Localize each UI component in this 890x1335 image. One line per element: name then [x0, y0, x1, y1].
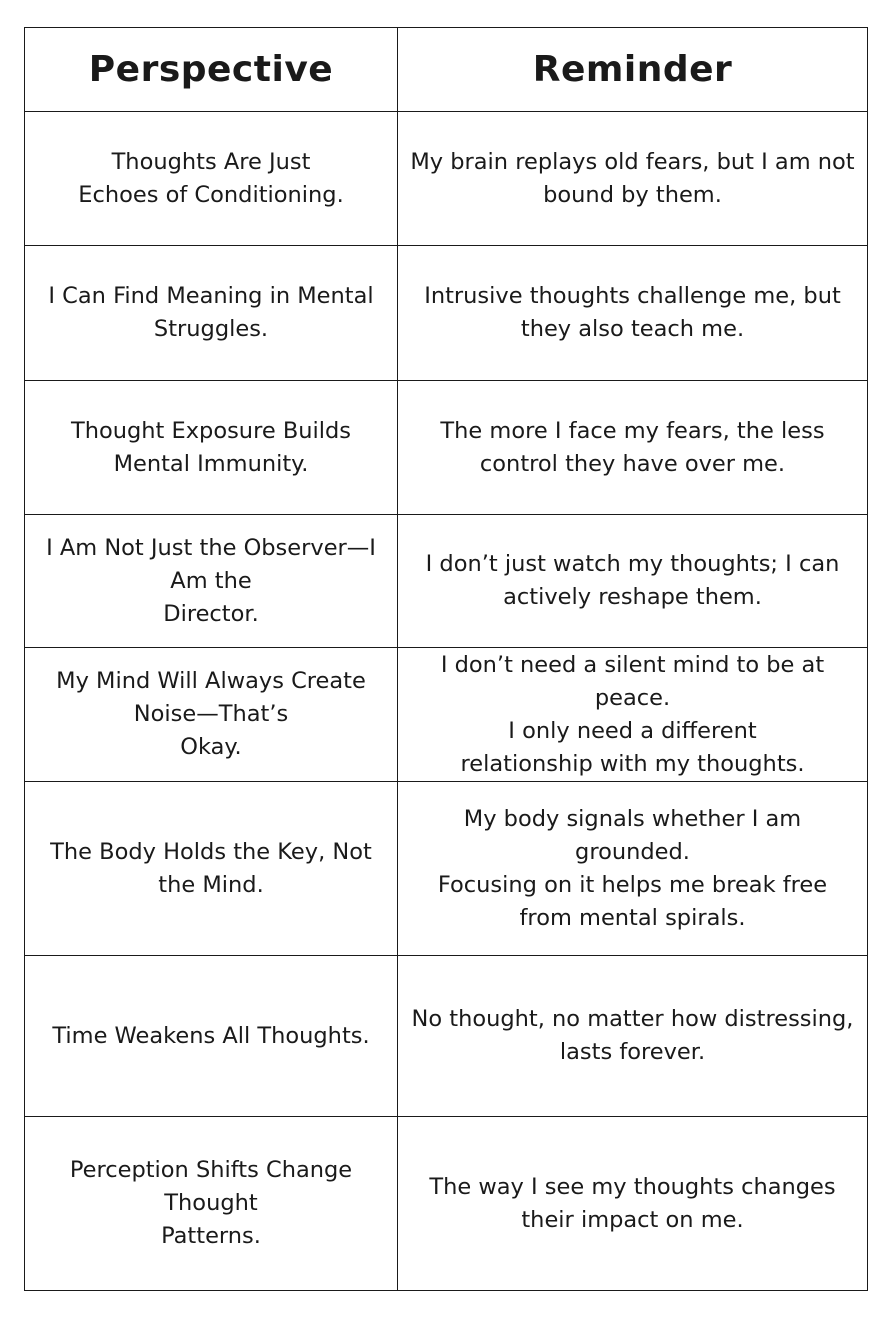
reminder-cell: I don’t need a silent mind to be at peace. I only need a different relationship with my thoughts.: [398, 648, 868, 782]
reminder-cell: My body signals whether I am grounded. Focusing on it helps me break free from mental spirals.: [398, 782, 868, 956]
table-row: [25, 112, 868, 246]
perspective-cell: Thoughts Are Just Echoes of Conditioning.: [25, 112, 398, 246]
table-row: [25, 515, 868, 648]
perspective-cell: My Mind Will Always Create Noise—That’s Okay.: [25, 648, 398, 782]
reminder-cell: I don’t just watch my thoughts; I can actively reshape them.: [398, 515, 868, 648]
perspective-cell: The Body Holds the Key, Not the Mind.: [25, 782, 398, 956]
perspective-cell: Thought Exposure Builds Mental Immunity.: [25, 381, 398, 515]
perspective-cell: I Can Find Meaning in Mental Struggles.: [25, 246, 398, 381]
table-row: [25, 648, 868, 782]
table-row: [25, 782, 868, 956]
table-row: [25, 381, 868, 515]
reminder-cell: The way I see my thoughts changes their impact on me.: [398, 1117, 868, 1291]
reminder-cell: The more I face my fears, the less control they have over me.: [398, 381, 868, 515]
perspective-cell: I Am Not Just the Observer—I Am the Director.: [25, 515, 398, 648]
reminder-column-header: Reminder: [398, 28, 868, 112]
reminder-cell: No thought, no matter how distressing, lasts forever.: [398, 956, 868, 1117]
reminder-cell: Intrusive thoughts challenge me, but they also teach me.: [398, 246, 868, 381]
table-row: [25, 956, 868, 1117]
reminder-cell: My brain replays old fears, but I am not bound by them.: [398, 112, 868, 246]
table-row: [25, 1117, 868, 1291]
perspective-cell: Time Weakens All Thoughts.: [25, 956, 398, 1117]
perspective-cell: Perception Shifts Change Thought Patterns.: [25, 1117, 398, 1291]
header-row: [25, 28, 868, 112]
perspective-column-header: Perspective: [25, 28, 398, 112]
table-row: [25, 246, 868, 381]
perspective-reminder-table: [24, 27, 868, 1291]
